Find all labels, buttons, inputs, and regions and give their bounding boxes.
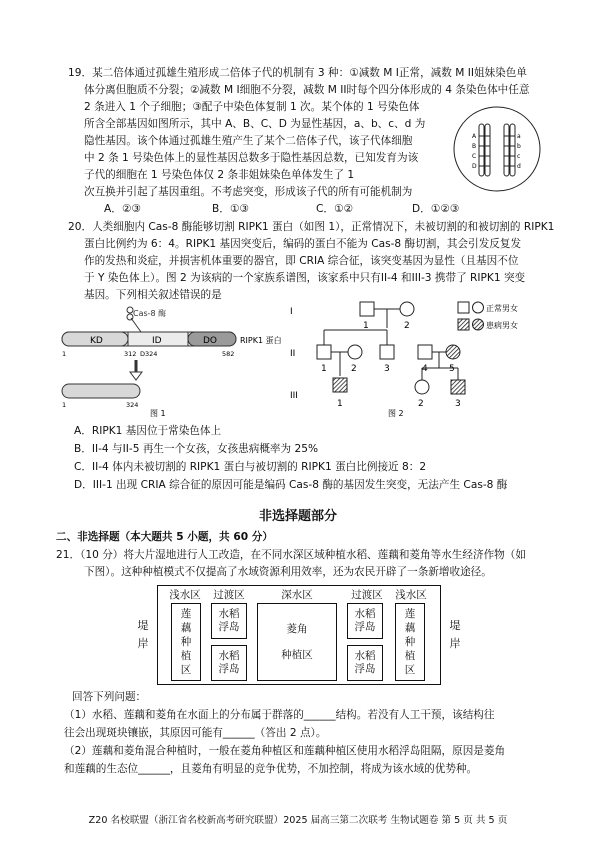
generation-label: III <box>290 391 298 401</box>
individual-id: 1 <box>321 364 327 374</box>
rice-floating-island: 水稻 浮岛 <box>347 603 383 639</box>
figure-1-protein <box>60 302 300 420</box>
rice-floating-island: 水稻 浮岛 <box>211 645 247 681</box>
tick-label: D324 <box>140 350 158 358</box>
q19-option-a: A．②③ <box>104 203 141 215</box>
figure-2-pedigree <box>288 298 550 420</box>
q20-option-c: C．II-4 体内未被切割的 RIPK1 蛋白与被切割的 RIPK1 蛋白比例接近 8：2 <box>74 461 427 473</box>
generation-label: I <box>290 307 293 317</box>
q21-line: 下图）。这种种植模式不仅提高了水域资源利用效率，还为农民开辟了一条新增收途径。 <box>84 566 492 578</box>
domain-kd: KD <box>90 336 103 346</box>
right-shore: 堤 岸 <box>449 619 461 650</box>
q20-option-a: A．RIPK1 基因位于常染色体上 <box>74 425 222 437</box>
tick-label: 1 <box>62 350 67 358</box>
individual-id: 1 <box>337 399 343 409</box>
gene-label: c <box>517 153 521 160</box>
q20-option-d: D．III-1 出现 CRIA 综合征的原因可能是编码 Cas-8 酶的基因发生突变，无法产生 Cas-8 酶 <box>74 479 508 491</box>
legend-affected: 患病男女 <box>486 321 518 330</box>
individual-id: 3 <box>455 399 461 409</box>
generation-label: II <box>290 349 296 359</box>
q19-line: 19．某二倍体通过孤雄生殖形成二倍体子代的机制有 3 种：①减数 M I正常，减数 M II姐妹染色单 <box>68 67 527 79</box>
gene-label: D <box>472 163 477 170</box>
page-footer: Z20 名校联盟（浙江省名校新高考研究联盟）2025 届高三第二次联考 生物试题卷 第 5 页 共 5 页 <box>88 815 508 826</box>
section-title: 非选择题部分 <box>258 509 337 524</box>
q21-sub-line: （2）莲藕和菱角混合种植时，一般在菱角种植区和莲藕种植区使用水稻浮岛阻隔，原因是菱角 <box>64 745 506 757</box>
q20-option-b: B．II-4 与II-5 再生一个女孩，女孩患病概率为 25% <box>74 443 319 455</box>
q20-line: 蛋白比例约为 6：4。RIPK1 基因突变后，编码的蛋白不能为 Cas-8 酶切割，其会引发反复发 <box>84 238 522 250</box>
q19-option-c: C．①② <box>316 203 353 215</box>
gene-label: B <box>472 143 477 150</box>
q21-line: 21．（10 分）将大片湿地进行人工改造，在不同水深区域种植水稻、莲藕和菱角等水生经济作物（如 <box>56 549 526 561</box>
individual-id: 2 <box>418 399 424 409</box>
q19-line: 子代的细胞在 1 号染色体仅 2 条非姐妹染色单体发生了 1 <box>84 169 355 181</box>
gene-label: A <box>472 133 477 140</box>
q20-line: 基因。下列相关叙述错误的是 <box>84 289 222 301</box>
tick-label: 312 <box>124 350 137 358</box>
q20-line: 20．人类细胞内 Cas-8 酶能够切割 RIPK1 蛋白（如图 1），正常情况下，未被切割的和被切割的 RIPK1 <box>68 221 555 233</box>
domain-id: ID <box>152 336 162 346</box>
individual-id: 2 <box>351 364 357 374</box>
zone-deep: 深水区 <box>281 589 313 601</box>
figure-2-caption: 图 2 <box>388 409 404 418</box>
individual-id: 5 <box>449 364 455 374</box>
part-2-heading: 二、非选择题（本大题共 5 小题，共 60 分） <box>56 531 273 543</box>
q19-line: 体分离但胞质不分裂；②减数 M I细胞不分裂，减数 M II时每个四分体形成的 4 条染色体中任意 <box>84 84 530 96</box>
planting-diagram <box>133 585 465 685</box>
q21-sub-line: 和莲藕的生态位______，且菱角有明显的竞争优势，不加控制，将成为该水域的优势种。 <box>64 763 478 775</box>
gene-label: b <box>517 143 521 150</box>
zone-transition: 过渡区 <box>351 589 383 601</box>
individual-id: 1 <box>363 321 369 331</box>
q19-option-d: D．①②③ <box>412 203 460 215</box>
q21-sub-line: （1）水稻、莲藕和菱角在水面上的分布属于群落的______结构。若没有人工干预，该结构往 <box>64 709 495 721</box>
rice-floating-island: 水稻 浮岛 <box>347 645 383 681</box>
individual-id: 4 <box>422 364 428 374</box>
tick-label: 324 <box>126 401 139 409</box>
tick-label: 1 <box>62 401 67 409</box>
ripk1-protein-label: RIPK1 蛋白 <box>240 336 282 345</box>
gene-label: d <box>517 163 521 170</box>
cas8-enzyme-label: Cas-8 酶 <box>133 309 167 318</box>
q19-line: 所含全部基因如图所示，其中 A、B、C、D 为显性基因，a、b、c、d 为 <box>84 118 426 130</box>
q19-line: 2 条进入 1 个子细胞；③配子中染色体复制 1 次。某个体的 1 号染色体 <box>84 101 420 113</box>
figure-1-caption: 图 1 <box>150 409 166 418</box>
individual-id: 2 <box>404 321 410 331</box>
q20-line: 于 Y 染色体上）。图 2 为该病的一个家族系谱图，该家系中只有II-4 和III-3 携带了 RIPK1 突变 <box>84 272 526 284</box>
domain-do: DO <box>203 336 218 346</box>
q19-line: 隐性基因。该个体通过孤雄生殖产生了某个二倍体子代，该子代体细胞 <box>84 135 413 147</box>
q20-line: 作的发热和炎症，并损害机体重要的器官，即 CRIA 综合征，该突变基因为显性（且基因不位 <box>84 255 519 267</box>
chromosome-figure <box>452 104 542 194</box>
water-chestnut-zone: 菱角 种植区 <box>257 603 337 681</box>
q19-line: 次互换并引起了基因重组。不考虑突变，形成该子代的所有可能机制为 <box>84 186 413 198</box>
zone-shallow: 浅水区 <box>169 589 201 601</box>
rice-floating-island: 水稻 浮岛 <box>211 603 247 639</box>
zone-transition: 过渡区 <box>213 589 245 601</box>
lotus-zone: 莲 藕 种 植 区 <box>395 603 425 681</box>
individual-id: 3 <box>384 364 390 374</box>
tick-label: 582 <box>222 350 235 358</box>
q21-answer-intro: 回答下列问题： <box>72 691 147 703</box>
left-shore: 堤 岸 <box>137 619 149 650</box>
lotus-zone: 莲 藕 种 植 区 <box>171 603 201 681</box>
legend-normal: 正常男女 <box>486 304 518 313</box>
gene-label: C <box>472 153 477 160</box>
gene-label: a <box>517 133 521 140</box>
zone-shallow: 浅水区 <box>395 589 427 601</box>
q19-option-b: B．①③ <box>212 203 249 215</box>
q21-sub-line: 往会出现斑块镶嵌，其原因可能有______（答出 2 点）。 <box>64 727 327 739</box>
q19-line: 中 2 条 1 号染色体上的显性基因总数多于隐性基因总数，已知发育为该 <box>84 152 419 164</box>
